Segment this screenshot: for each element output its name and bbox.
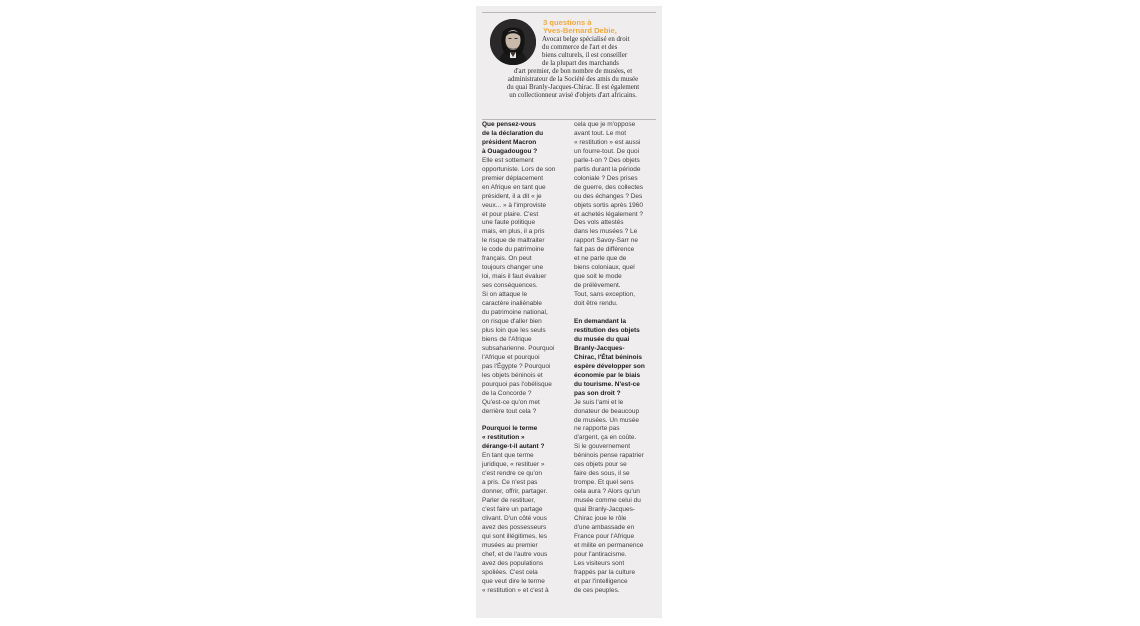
answer-line: partis durant la période [574,165,641,173]
bio-line: Avocat belge spécialisé en droit [542,36,630,43]
answer-line: que soit le mode [574,273,622,281]
answer-line: Chirac joue le rôle [574,514,627,522]
bio-line: un collectionneur avisé d'objets d'art africains. [509,92,637,100]
question-line: espère développer son [574,362,645,370]
answer-line: Si on attaque le [482,291,528,299]
answer-line: objets sortis après 1960 [574,201,644,209]
question-line: économie par le biais [574,371,641,379]
answer-line: ces objets pour se [574,461,627,469]
answer-line: pas l'Égypte ? Pourquoi [482,362,551,370]
answer-line: de prélèvement. [574,282,621,290]
answer-line: Si le gouvernement [574,443,631,451]
answer-line: musée comme celui du [574,497,641,505]
question-line: Pourquoi le terme [482,425,538,433]
answer-line: français. On peut [482,255,532,263]
interview-title [543,19,657,36]
answer-line: de musées. Un musée [574,416,640,424]
question-line: du tourisme. N'est-ce [574,380,640,388]
answer-line: pour l'antiracisme. [574,550,627,558]
answer-line: musées au premier [482,541,538,549]
answer-line: et pour plaire. C'est [482,210,539,218]
top-divider [482,12,656,13]
bio-line: du quai Branly-Jacques-Chirac. Il est également [506,84,640,92]
article-page [476,6,662,618]
question-line: En demandant la [574,318,627,326]
answer-line: et par l'intelligence [574,577,628,585]
answer-line: « restitution » et c'est à [482,586,549,594]
question-line: de la déclaration du [482,129,544,137]
title-line: 3 questions à [543,18,592,27]
answer-line: en Afrique en tant que [482,183,546,191]
answer-line: le risque de maltraiter [482,237,545,245]
answer-line: donateur de beaucoup [574,407,640,415]
answer-line: Qu'est-ce qu'on met [482,398,540,406]
bio-line: biens culturels, il est conseiller [542,52,628,60]
answer-line: que veut dire le terme [482,577,545,585]
title-line: Yves-Bernard Debie, [543,26,617,36]
answer-line: clivant. D'un côté vous [482,514,547,522]
answer-line: Elle est sottement [482,156,534,164]
answer-line: loi, mais il faut évaluer [482,273,547,281]
answer-line: on risque d'aller bien [482,317,542,325]
answer-line: un fourre-tout. De quoi [574,147,640,155]
answer-line: Les visiteurs sont [574,559,625,567]
answer-line: coloniale ? Des prises [574,174,638,182]
answer-line: faire des sous, il se [574,470,630,478]
answer-line: doit être rendu. [574,300,618,308]
answer-line: biens coloniaux, quel [574,264,635,272]
answer-line: France pour l'Afrique [574,532,635,540]
answer-line: du patrimoine national, [482,309,548,317]
answer-line: cela aura ? Alors qu'un [574,488,640,496]
answer-line: « restitution » est aussi [574,138,641,146]
answer-line: une faute politique [482,219,536,227]
answer-line: et achetés légalement ? [574,210,644,218]
question-line: Chirac, l'État béninois [574,353,643,361]
author-bio [490,36,656,100]
answer-line: juridique, « restituer » [482,461,545,469]
answer-line: chef, et de l'autre vous [482,550,548,558]
answer-line: le code du patrimoine [482,246,545,254]
paragraph-gap [574,309,660,318]
question-line: président Macron [482,138,537,146]
answer-line: subsaharienne. Pourquoi [482,344,555,352]
answer-line: ou des échanges ? Des [574,192,643,200]
bio-line: administrateur de la Société des amis du musée [507,76,639,84]
answer-line: qui sont illégitimes, les [482,532,548,540]
answer-line: et milite en permanence [574,541,644,549]
answer-line: caractère inaliénable [482,300,542,308]
question-line: du musée du quai [574,335,630,343]
answer-line: de ces peuples. [574,586,620,594]
answer-line: de la Concorde ? [482,389,532,397]
answer-line: pourquoi pas l'obélisque [482,380,552,388]
answer-line: Tout, sans exception, [574,291,636,299]
answer-line: avez des possesseurs [482,523,547,531]
left-column [482,121,568,596]
bio-line: de la plupart des marchands [542,60,619,68]
answer-line: donner, offrir, partager. [482,488,548,496]
answer-line: mais, en plus, il a pris [482,228,545,236]
answer-line: plus loin que les seuls [482,326,546,334]
answer-line: d'une ambassade en [574,523,635,531]
question-line: Que pensez-vous [482,121,536,128]
answer-line: président, il a dit « je [482,192,542,200]
answer-line: c'est rendre ce qu'on [482,470,542,478]
answer-line: spoliées. C'est cela [482,568,538,576]
answer-line: cela que je m'oppose [574,121,636,128]
answer-line: trompe. Et quel sens [574,479,634,487]
answer-line: parle-t-on ? Des objets [574,156,640,164]
answer-line: derrière tout cela ? [482,407,537,415]
question-line: Branly-Jacques- [574,344,625,352]
answer-line: avant tout. Le mot [574,129,627,137]
question-line: « restitution » [482,434,525,442]
answer-line: toujours changer une [482,264,544,272]
answer-line: Des vols attestés [574,219,624,227]
paragraph-gap [482,416,568,425]
answer-line: de guerre, des collectes [574,183,644,191]
answer-line: opportuniste. Lors de son [482,165,556,173]
question-line: restitution des objets [574,326,640,334]
bio-line: d'art premier, de bon nombre de musées, et [513,68,633,76]
answer-line: d'argent, ça en coûte. [574,434,637,442]
answer-line: béninois pense rapatrier [574,452,644,460]
answer-line: et ne parle que de [574,255,627,263]
answer-line: frappés par la culture [574,568,636,576]
answer-line: a pris. Ce n'est pas [482,479,538,487]
answer-line: rapport Savoy-Sarr ne [574,237,638,245]
header-divider [482,119,656,120]
answer-line: Parler de restituer, [482,497,536,505]
answer-line: l'Afrique et pourquoi [482,353,540,361]
answer-line: veux... » à l'improviste [482,201,547,209]
answer-line: les objets béninois et [482,371,543,379]
answer-line: avez des populations [482,559,544,567]
bio-line: du commerce de l'art et des [542,44,618,52]
question-line: pas son droit ? [574,389,621,397]
answer-line: premier déplacement [482,174,544,182]
answer-line: ses conséquences. [482,282,538,290]
answer-line: Je suis l'ami et le [574,398,624,406]
answer-line: En tant que terme [482,452,534,460]
answer-line: biens de l'Afrique [482,335,532,343]
answer-line: fait pas de différence [574,246,635,254]
question-line: à Ouagadougou ? [482,147,538,155]
question-line: dérange-t-il autant ? [482,443,545,451]
answer-line: quai Branly-Jacques- [574,506,636,514]
answer-line: c'est faire un partage [482,506,543,514]
answer-line: dans les musées ? Le [574,228,638,236]
answer-line: ne rapporte pas [574,425,620,433]
right-column [574,121,660,596]
